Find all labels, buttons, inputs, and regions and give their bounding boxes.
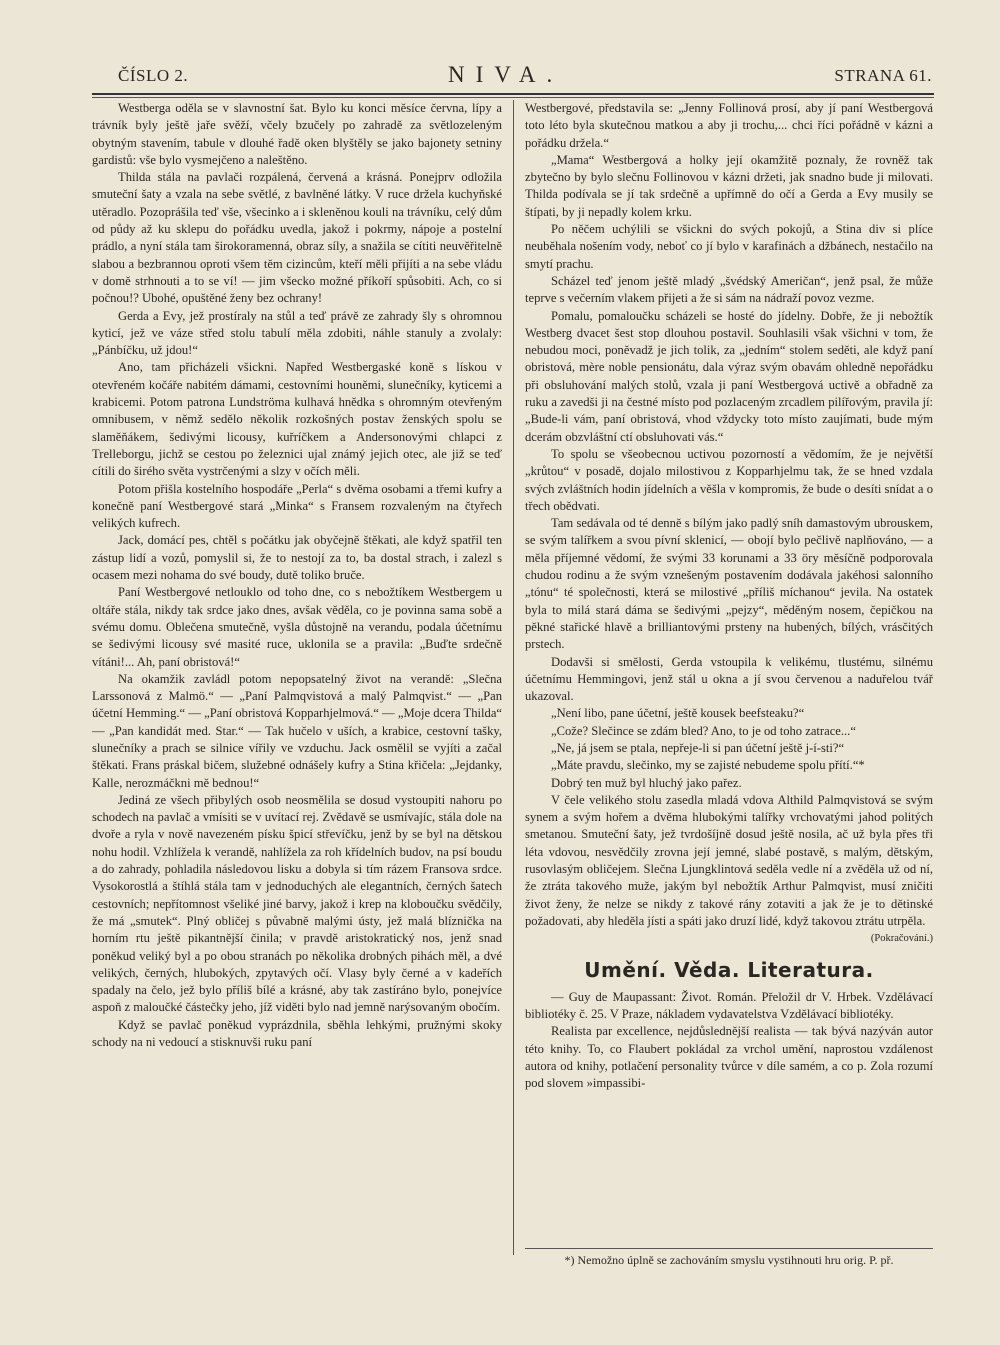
paragraph: Jediná ze všech přibylých osob neosmělila se dosud vystoupiti nahoru po schodech na pavlač a vmísiti se v uvítací rej. Zvědavě se usmívajíc, stála dole na dvoře a ryla v nově navezeném písku špicí střevíčku, jenž by se byl na dětskou nohu hodil. Vzhlížela k verandě, nahlížela za roh křídelních budov, na psí boudu a do zahrady, pohladila následovou lisku a dobyla si tím rázem Fransova srdce. Vysokorostlá a štíhlá stála tam v jednoduchých ale elegantních, černých šatech cestovních; nepřítomnost všeliké jiné barvy, jakož i krep na kloboučku svědčily, že má „smutek“. Plný obličej s půvabně malými ústy, jež malá blíznička na horním rtu ještě pikantnější činila; v pravdě aristokratický nos, jenž snad poněkud veliký byl a po obou stranách po několika drobných pihách měl, a dvé velikých, černých, hlubokých, zpytavých očí. Vlasy byly černé a v kadeřích spadaly na čelo, jež bylo příliš bílé a krásné, aby tak zastíráno bylo, ponejvíce aspoň z maloučké částečky jeho, jíž viděti bylo nad jemně narýsovaným obočím. — [92, 792, 502, 1015]
paragraph: Na okamžik zavládl potom nepopsatelný život na verandě: „Slečna Larssonová z Malmö.“ — „Paní Palmqvistová a malý Palmqvist.“ — „Pan účetní Hemming.“ — „Paní obristová Kopparhjelmová.“ — „Moje dcera Thilda“ — „Pan kandidát med. Star.“ — Tak hučelo v uších, a krabice, cestovní tašky, slunečníky a prach se silnice vířily ve vzduchu. Jack osmělil se vyjíti a začal štěkati. Frans práskal bičem, služebné odnášely kufry a Stina křičela: „Jejdanky, Kalle, nerozmáčkni mě bednou!“ — [92, 671, 502, 790]
paragraph: Jack, domácí pes, chtěl s počátku jak obyčejně štěkati, ale když spatřil ten zástup lidí a vozů, pomyslil si, že to nestojí za to, ba dostal strach, i zalezl s ocasem mezi nohama do své boudy, dutě toliko bruče. — [92, 533, 502, 583]
issue-number: ČÍSLO 2. — [118, 66, 189, 85]
paragraph: „Mama“ Westbergová a holky její okamžitě poznaly, že rovněž tak zbytečno by bylo slečnu Follinovou v kázni držeti, jak snadno bude ji milovati. Thilda podívala se jí tak srdečně a upřímně do očí a Gerda a Evy musily se štípati, by ji nepadly kolem krku. — [525, 152, 933, 219]
paragraph: Ano, tam přicházeli všickni. Napřed Westbergaské koně s lískou v otevřeném kočáře nabitém dámami, cestovními houněmi, slunečníky, kyticemi a krabicemi. Potom patrona Lundströma kulhavá hnědka s ohromným otevřeným omnibusem, v němž sedělo několik rozkošných postav ženských spolu se slaměňákem, šedivými licousy, kuřríčkem a Andersonovými chlapci z Trelleborgu, jichž se cestou po železnici ujal známý jejich otec, ale již se teď cítili do širého světa vystrčenými a slzy v očích měli. — [92, 360, 502, 479]
paragraph: Pomalu, pomaloučku scházeli se hosté do jídelny. Dobře, že ji nebožtík Westberg dvacet šest stop dlouhou postavil. Souhlasili však všichni v tom, že nebudou moci, poněvadž je jich tolik, za „jedním“ stolem seděti, ale když paní obristová, mère noble pensionátu, dala výraz svým obavám ohledně nepořádku při obsluhování malých stolů, vzala ji paní Westbergová uctivě a obřadně za ruku a zavedši ji na čestné místo pod pozlaceným zrcadlem pilířovým, pravila jí: „Bude-li vám, paní obristová, vhod vždycky toto místo zaujímati, bude mým dcerám obzvláštní ctí obsluhovati vás.“ — [525, 308, 933, 444]
paragraph: Westbergové, představila se: „Jenny Follinová prosí, aby jí paní Westbergová toto léto byla skutečnou matkou a aby ji trochu,... chci říci pořádně v kázni a pořádku držela.“ — [525, 101, 933, 150]
footnote: *) Nemožno úplně se zachováním smyslu vystihnouti hru orig. P. př. — [564, 1253, 894, 1267]
header-rule — [92, 93, 934, 95]
section-title: Umění. Věda. Literatura. — [584, 957, 874, 982]
paragraph: Tam sedávala od té denně s bílým jako padlý sníh damastovým ubrouskem, se svým talířkem a svou pívní sklenicí, — obojí bylo pečlivě naplňováno, — a měla příjemné vědomí, že svými 33 korunami a 33 öry měsíčně podporovala chudou rodinu a že svým vznešeným postavením dodávala jakéhosi salonního „tónu“ té společnosti, která se milostivé „příliš míchanou“ jevila. Na ostatek byla to milá stará dáma se šedivými „pejzy“, měděným nosem, čepičkou na pěkné stařické hlavě a brilliantovými prsteny na hubených, bílých, vrásčitých prstech. — [525, 516, 933, 652]
paragraph: Scházel teď jenom ještě mladý „švédský Američan“, jenž psal, že může teprve s večerním vlakem přijeti a že si sám na nádraží povoz vezme. — [525, 273, 933, 306]
column-divider — [513, 100, 514, 1255]
dialogue-line: „Ne, já jsem se ptala, nepřeje-li si pan účetní ještě j-í-sti?“ — [551, 740, 845, 755]
paragraph: To spolu se všeobecnou uctivou pozorností a vědomím, že je největší „krůtou“ v posadě, dojalo milostivou z Kopparhjelmu tak, že se hned vzdala svých zvláštních hodin jídelních a věšla v kompromis, že bude o desíti snídat a o třech obědvati. — [525, 446, 933, 513]
dialogue-line: „Cože? Slečince se zdám bled? Ano, to je od toho zatrace...“ — [551, 723, 856, 738]
page-number: STRANA 61. — [834, 66, 932, 85]
dialogue-line: „Máte pravdu, slečinko, my se zajisté nebudeme spolu přítí.“* — [551, 758, 865, 773]
page-header — [118, 64, 936, 94]
paragraph: Po něčem uchýlili se všickni do svých pokojů, a Stina div si plíce neuběhala nošením vody, neboť co jí bylo v karafinách a džbánech, nestačilo na smytí prachu. — [525, 222, 933, 271]
paragraph: Gerda a Evy, jež prostíraly na stůl a teď právě ze zahrady šly s ohromnou kyticí, jež ve váze střed stolu tabulí měla zdobiti, náhle stanuly a zvolaly: „Pánbíčku, už jdou!“ — [92, 308, 502, 358]
paragraph: Potom přišla kostelního hospodáře „Perla“ s dvěma osobami a třemi kufry a konečně paní Westbergové stará „Minka“ s Fransem rozvaleným na čtyřech velikých kufrech. — [92, 481, 502, 531]
paragraph: V čele velikého stolu zasedla mladá vdova Althild Palmqvistová se svým synem a svým hořem a dvěma hlubokými talířky vrchovatými jahod politých smetanou. Smuteční šaty, jež tvrdošíjně dosud ještě nosila, ač už byla přes tři léta vdovou, nesvědčily zrovna její jemné, slabé postavě, s malým, dětským, rusovlasým obličejem. Slečna Ljungklintová seděla vedle ní a zvěděla už od ní, že ztráta takového muže, jakým byl nebožtík Arthur Palmqvist, musí zničiti život ženy, že nelze se nikdy z takové rány zotaviti a jak že je to dětinské požadovati, aby hleděla jísti a spáti jako druzí lidé, když takovou ztrátu utrpěla. — [525, 792, 933, 928]
left-column — [92, 100, 502, 1051]
paragraph: Paní Westbergové netlouklo od toho dne, co s nebožtíkem Westbergem u oltáře stála, nikdy tak srdce jako dnes, avšak věděla, co je povinna sama sobě a svému domu. Oblečena smutečně, vyšla důstojně na verandu, podala účetnímu se šedivými licousy své masité ruce, uklonila se a pravila: „Buďte srdečně vítáni!... Ah, paní obristová!“ — [92, 585, 502, 669]
paragraph: Westberga oděla se v slavnostní šat. Bylo ku konci měsíce června, lípy a trávník byly ještě jaře svěží, včely bzučely po zahradě za světlozeleným obytným stavením, tabule v dlouhé řadě oken blyštěly se jako bajonety setniny gardistů: vše bylo vysmejčeno a naleštěno. — [92, 101, 502, 167]
paragraph: Dobrý ten muž byl hluchý jako pařez. — [551, 775, 742, 790]
continued-note: (Pokračování.) — [870, 933, 933, 945]
paragraph: Když se pavlač poněkud vyprázdnila, sběhla lehkými, pružnými skoky schody na ni vedoucí a stisknuvši ruku paní — [92, 1017, 502, 1050]
footnote-rule — [525, 1248, 933, 1249]
periodical-title: NIVA. — [448, 62, 564, 87]
header-rule-thin — [92, 97, 934, 98]
paragraph: Thilda stála na pavlači rozpálená, červená a krásná. Ponejprv odložila smuteční šaty a vzala na sebe světlé, z bavlněné látky. V ruce držela kuchyňské utěradlo. Pozoprášila teď vše, všecinko a i skleněnou kouli na trávníku, celý dům od půdy až ku sklepu do pořádku uvedla, jakož i pokrmy, nápoje a postelní prádlo, a nyní stála tam širokoramenná, obraz síly, a snažila se cítiti neuvěřitelně slabou a bezbrannou oproti všem těm cizincům, kteří měli přijíti a na sebe vládu v domě strhnouti a to se ví! — jim všecko možné příkoří spůsobiti. Ach, co si počnou!? Ubohé, opuštěné ženy bez ochrany! — [92, 170, 502, 306]
paragraph: Dodavši si smělosti, Gerda vstoupila k velikému, tlustému, silnému účetnímu Hemmingovi, jenž stál u okna a jí svou červenou a naduřelou tvář ukazoval. — [525, 654, 933, 704]
right-column — [525, 100, 933, 1093]
dialogue-line: „Není libo, pane účetní, ještě kousek beefsteaku?“ — [551, 706, 805, 721]
review-paragraph: Realista par excellence, nejdůslednější realista — tak bývá nazýván autor této knihy. To, co Flaubert pokládal za vrchol umění, naprostou vzdálenost autora od knihy, potlačení personality tvůrce v díle samém, a co p. Zola rozumí pod slovem »impassibi- — [525, 1024, 933, 1091]
review-paragraph: — Guy de Maupassant: Život. Román. Přeložil dr V. Hrbek. Vzdělávací bibliotéky č. 25. V Praze, nákladem vydavatelstva Vzdělávací bibliotéky. — [525, 989, 933, 1022]
